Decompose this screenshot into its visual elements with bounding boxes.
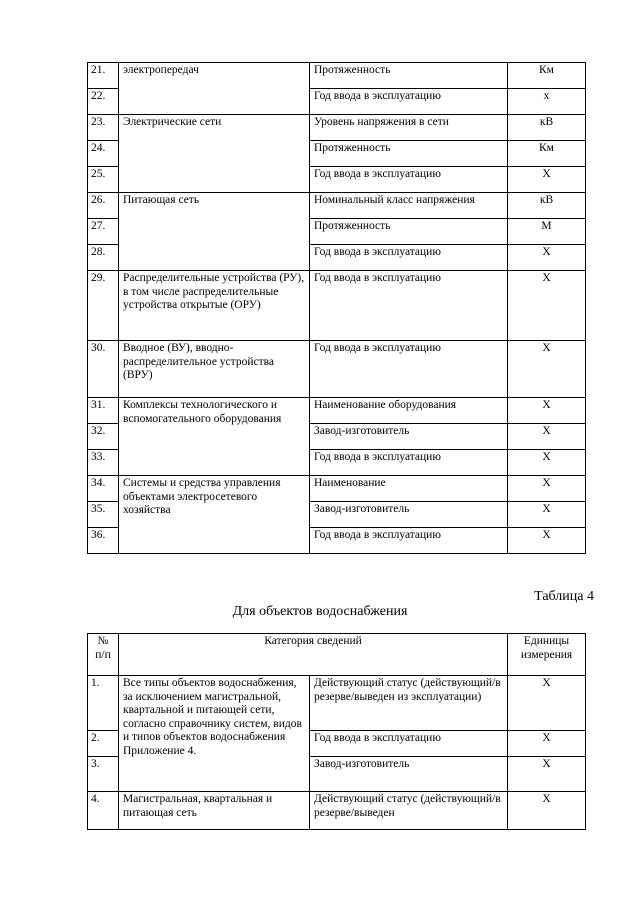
row-number: 33. — [88, 450, 119, 476]
row-number: 24. — [88, 141, 119, 167]
row-number: 22. — [88, 89, 119, 115]
attribute-name: Год ввода в эксплуатацию — [310, 528, 508, 554]
table-3-continued — [87, 62, 586, 554]
object-name: Питающая сеть — [119, 193, 310, 271]
row-number: 34. — [88, 476, 119, 502]
attribute-name: Действующий статус (действующий/в резерве/выведен из эксплуатации) — [310, 676, 508, 731]
row-number: 31. — [88, 398, 119, 424]
table-4 — [87, 633, 586, 830]
row-number: 1. — [88, 676, 119, 731]
unit-value: Х — [508, 792, 586, 830]
attribute-name: Протяженность — [310, 141, 508, 167]
object-name: Системы и средства управления объектами электросетевого хозяйства — [119, 476, 310, 554]
object-name: Комплексы технологического и вспомогательного оборудования — [119, 398, 310, 476]
table-row — [88, 676, 586, 731]
attribute-name: Наименование — [310, 476, 508, 502]
unit-value: Х — [508, 476, 586, 502]
row-number: 23. — [88, 115, 119, 141]
unit-value: Х — [508, 731, 586, 757]
unit-value: Х — [508, 167, 586, 193]
row-number: 35. — [88, 502, 119, 528]
header-unit: Единицы измерения — [508, 634, 586, 676]
unit-value: Х — [508, 528, 586, 554]
row-number: 27. — [88, 219, 119, 245]
object-name: Все типы объектов водоснабжения, за исключением магистральной, квартальной и питающей сети, согласно справочнику систем, видов и типов объектов водоснабжения Приложение 4. — [119, 676, 310, 792]
row-number: 28. — [88, 245, 119, 271]
unit-value: Х — [508, 757, 586, 792]
attribute-name: Завод-изготовитель — [310, 502, 508, 528]
table-row — [88, 398, 586, 424]
header-num: № п/п — [88, 634, 119, 676]
unit-value: Х — [508, 271, 586, 341]
unit-value: Х — [508, 398, 586, 424]
row-number: 4. — [88, 792, 119, 830]
row-number: 26. — [88, 193, 119, 219]
object-name: Распределительные устройства (РУ), в том числе распределительные устройства открытые (ОРУ) — [119, 271, 310, 341]
unit-value: х — [508, 89, 586, 115]
row-number: 25. — [88, 167, 119, 193]
unit-value: Х — [508, 341, 586, 398]
attribute-name: Год ввода в эксплуатацию — [310, 450, 508, 476]
table-row — [88, 341, 586, 398]
unit-value: Х — [508, 450, 586, 476]
attribute-name: Протяженность — [310, 63, 508, 89]
unit-value: Х — [508, 245, 586, 271]
attribute-name: Год ввода в эксплуатацию — [310, 167, 508, 193]
header-category: Категория сведений — [119, 634, 508, 676]
object-name: Вводное (ВУ), вводно-распределительное устройства (ВРУ) — [119, 341, 310, 398]
unit-value: кВ — [508, 115, 586, 141]
unit-value: Км — [508, 63, 586, 89]
row-number: 21. — [88, 63, 119, 89]
row-number: 2. — [88, 731, 119, 757]
row-number: 32. — [88, 424, 119, 450]
table-row — [88, 193, 586, 219]
attribute-name: Действующий статус (действующий/в резерве/выведен — [310, 792, 508, 830]
attribute-name: Год ввода в эксплуатацию — [310, 271, 508, 341]
unit-value: Х — [508, 424, 586, 450]
unit-value: кВ — [508, 193, 586, 219]
attribute-name: Наименование оборудования — [310, 398, 508, 424]
attribute-name: Протяженность — [310, 219, 508, 245]
table-row — [88, 271, 586, 341]
attribute-name: Завод-изготовитель — [310, 424, 508, 450]
row-number: 30. — [88, 341, 119, 398]
attribute-name: Год ввода в эксплуатацию — [310, 731, 508, 757]
object-name: Магистральная, квартальная и питающая сеть — [119, 792, 310, 830]
attribute-name: Год ввода в эксплуатацию — [310, 245, 508, 271]
table-row — [88, 792, 586, 830]
unit-value: М — [508, 219, 586, 245]
row-number: 3. — [88, 757, 119, 792]
unit-value: Х — [508, 676, 586, 731]
attribute-name: Номинальный класс напряжения — [310, 193, 508, 219]
row-number: 36. — [88, 528, 119, 554]
table-row — [88, 63, 586, 89]
object-name: Электрические сети — [119, 115, 310, 193]
table-number: Таблица 4 — [534, 589, 594, 604]
table-row — [88, 476, 586, 502]
attribute-name: Год ввода в эксплуатацию — [310, 89, 508, 115]
unit-value: Км — [508, 141, 586, 167]
attribute-name: Год ввода в эксплуатацию — [310, 341, 508, 398]
unit-value: Х — [508, 502, 586, 528]
attribute-name: Завод-изготовитель — [310, 757, 508, 792]
table-header-row — [88, 634, 586, 676]
table-row — [88, 115, 586, 141]
object-name: электропередач — [119, 63, 310, 115]
row-number: 29. — [88, 271, 119, 341]
attribute-name: Уровень напряжения в сети — [310, 115, 508, 141]
table-title: Для объектов водоснабжения — [232, 604, 408, 619]
